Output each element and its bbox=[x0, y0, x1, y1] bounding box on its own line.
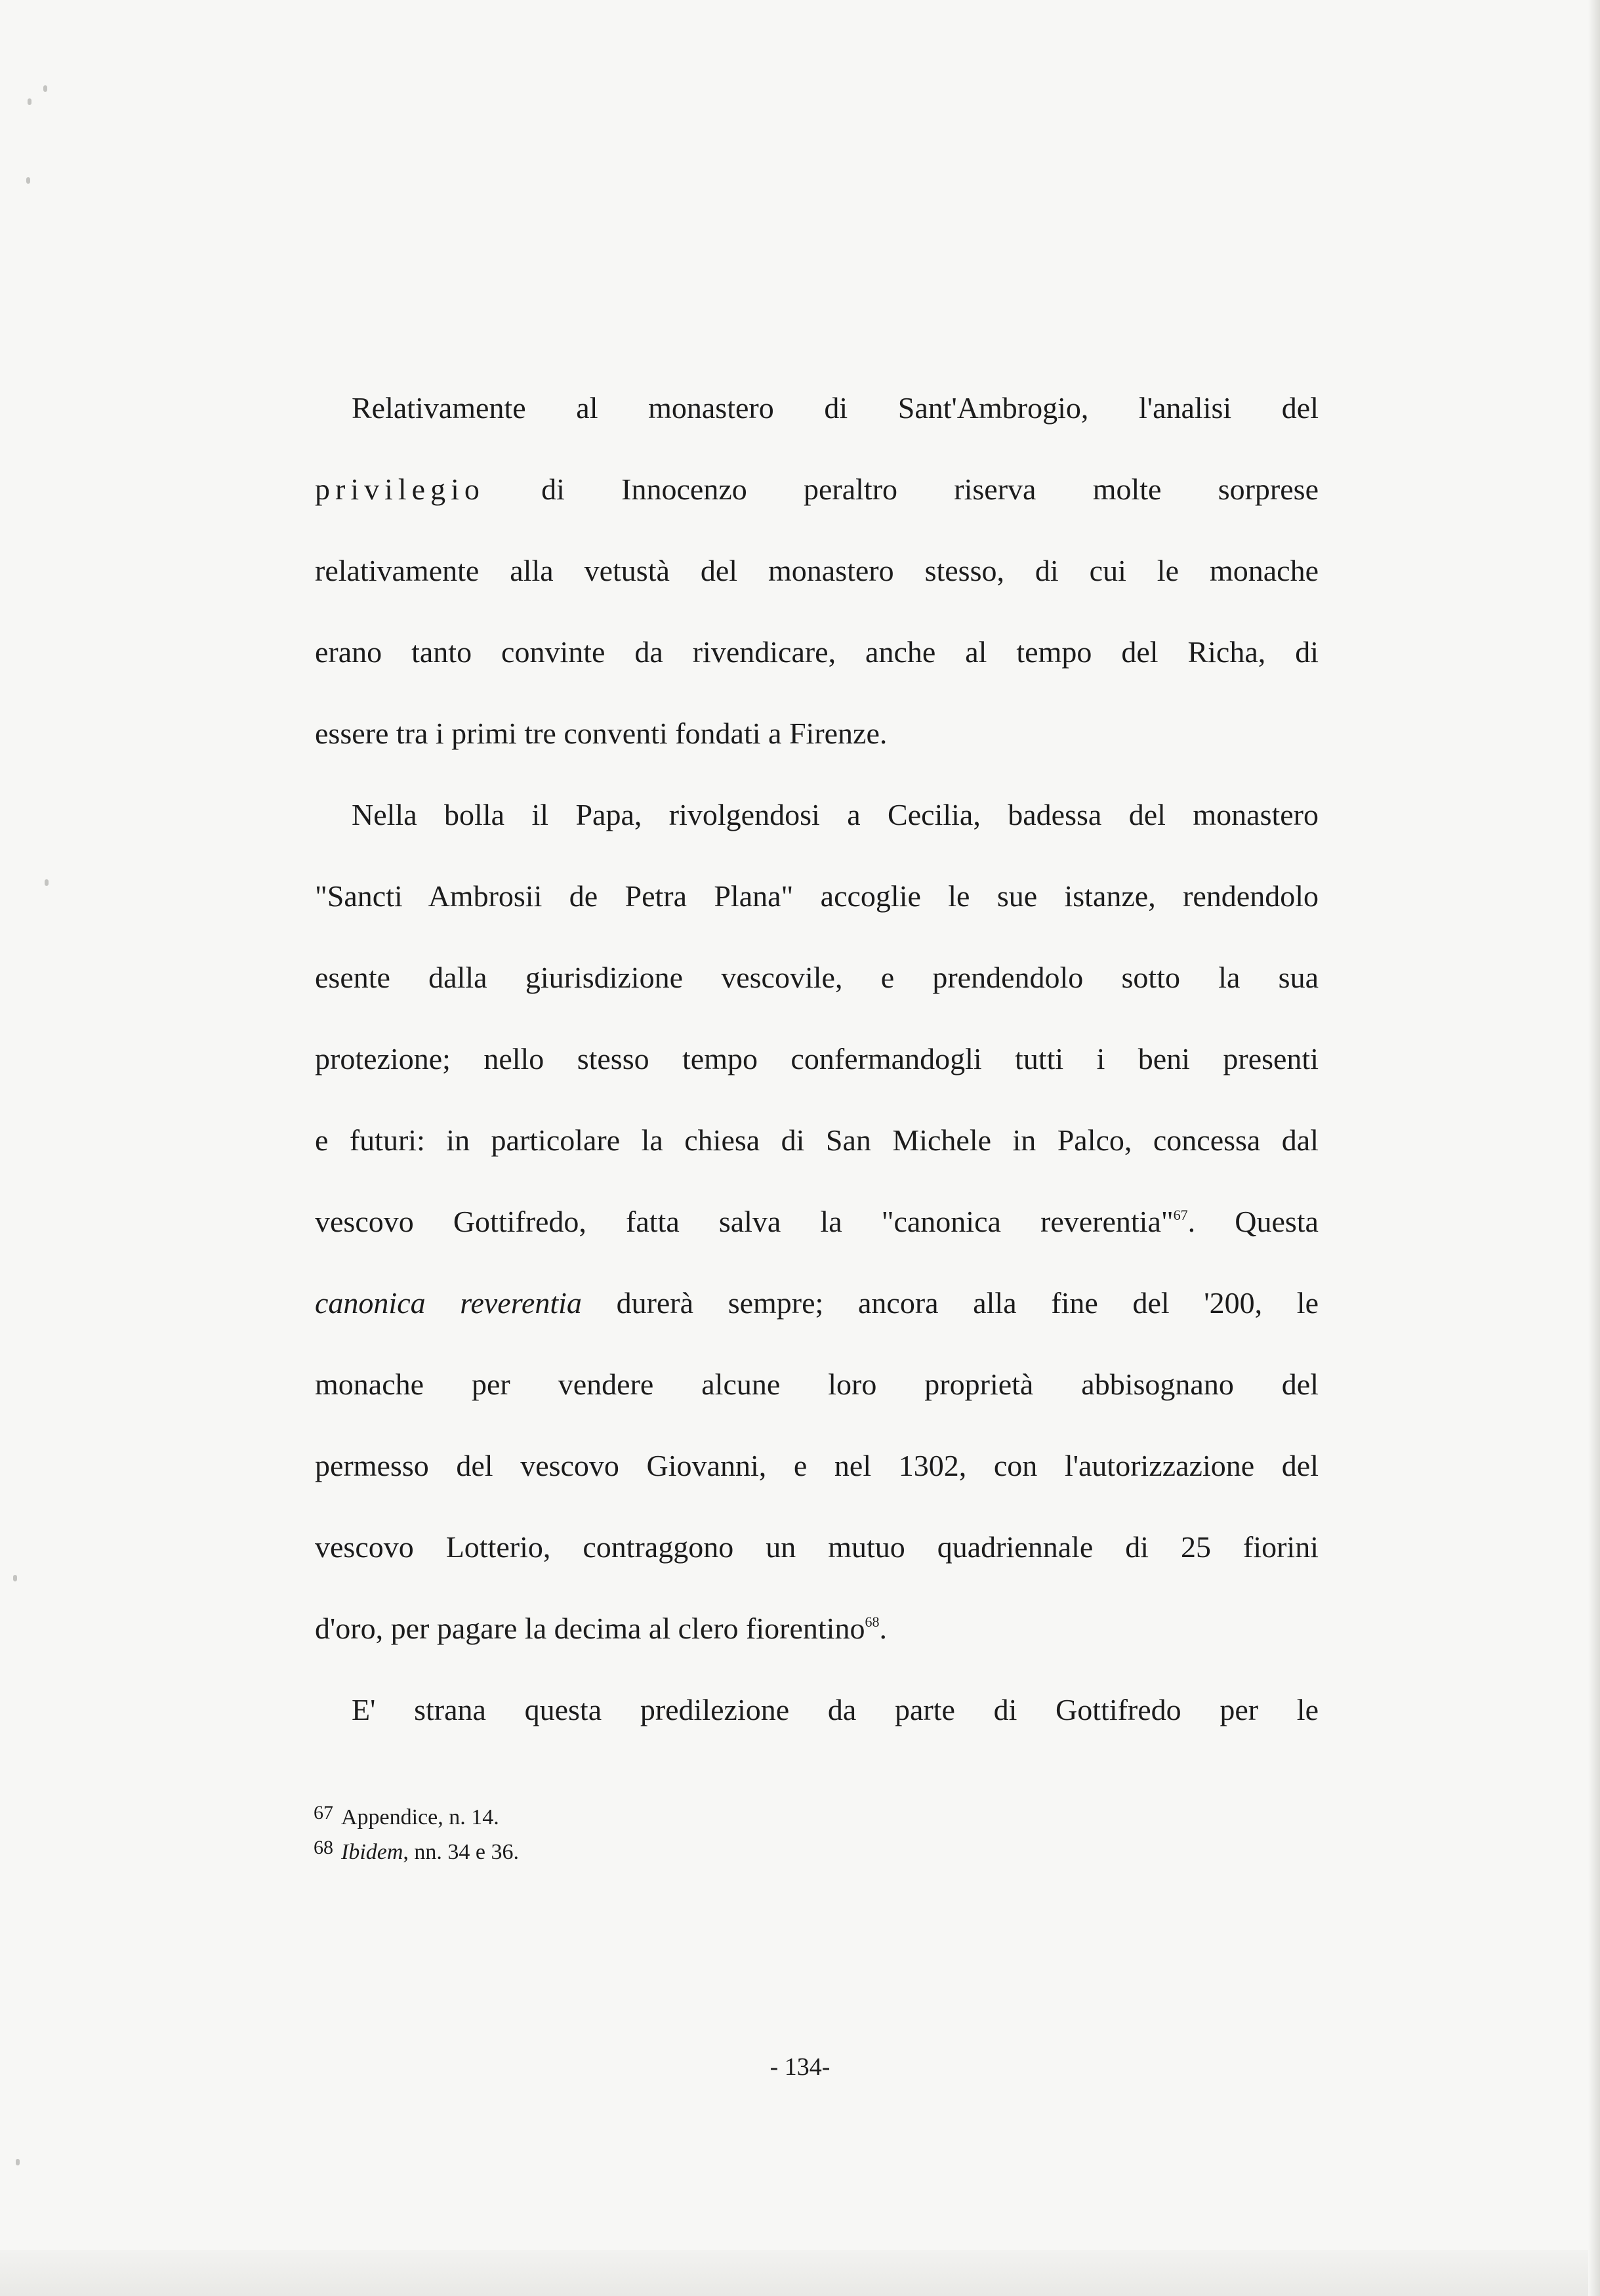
spaced-word: privilegio bbox=[315, 472, 485, 506]
scan-speck bbox=[26, 177, 30, 184]
text-span: d'oro, per pagare la decima al clero fiorentino bbox=[315, 1612, 865, 1645]
scan-speck bbox=[43, 85, 47, 92]
footnote-italic: Ibidem bbox=[341, 1840, 403, 1864]
text-line: "Sancti Ambrosii de Petra Plana" accoglie le sue istanze, rendendolo bbox=[315, 879, 1319, 913]
scan-bottom-edge bbox=[0, 2250, 1600, 2296]
text-line: vescovo Lotterio, contraggono un mutuo quadriennale di 25 fiorini bbox=[315, 1530, 1319, 1564]
paragraph bbox=[315, 367, 1319, 774]
scan-speck bbox=[45, 879, 49, 886]
text-span: . Questa bbox=[1187, 1205, 1319, 1238]
scan-speck bbox=[28, 98, 31, 105]
text-line: e futuri: in particolare la chiesa di San Michele in Palco, concessa dal bbox=[315, 1123, 1319, 1157]
text-line: E' strana questa predilezione da parte di Gottifredo per le bbox=[352, 1693, 1319, 1726]
text-line bbox=[315, 449, 1319, 530]
footnote bbox=[314, 1798, 519, 1833]
footnote-number: 67 bbox=[314, 1802, 333, 1824]
footnote-ref: 67 bbox=[1173, 1207, 1188, 1223]
body-text bbox=[315, 367, 1319, 1751]
footnote-number: 68 bbox=[314, 1837, 333, 1858]
text-span: di Innocenzo peraltro riserva molte sorprese bbox=[484, 472, 1319, 506]
italic-phrase: canonica reverentia bbox=[315, 1286, 582, 1320]
text-line: monache per vendere alcune loro proprietà abbisognano del bbox=[315, 1367, 1319, 1401]
text-line bbox=[315, 1181, 1319, 1263]
text-line bbox=[315, 1263, 1319, 1344]
footnotes bbox=[314, 1798, 519, 1868]
footnote-text: , nn. 34 e 36. bbox=[403, 1840, 520, 1864]
page-number: - 134- bbox=[769, 2053, 831, 2081]
scan-right-edge bbox=[1588, 0, 1600, 2296]
text-line: erano tanto convinte da rivendicare, anche al tempo del Richa, di bbox=[315, 635, 1319, 669]
text-line: relativamente alla vetustà del monastero stesso, di cui le monache bbox=[315, 554, 1319, 587]
text-line: permesso del vescovo Giovanni, e nel 1302, con l'autorizzazione del bbox=[315, 1449, 1319, 1482]
text-span: durerà sempre; ancora alla fine del '200, le bbox=[581, 1286, 1319, 1320]
text-line: essere tra i primi tre conventi fondati a Firenze. bbox=[315, 717, 888, 750]
footnote-ref: 68 bbox=[865, 1614, 880, 1630]
scan-speck bbox=[13, 1575, 17, 1581]
footnote bbox=[314, 1833, 519, 1868]
text-span: . bbox=[879, 1612, 887, 1645]
text-line bbox=[315, 1588, 1319, 1669]
footnote-text: Appendice, n. 14. bbox=[341, 1805, 499, 1829]
text-line: protezione; nello stesso tempo confermandogli tutti i beni presenti bbox=[315, 1042, 1319, 1075]
text-line: esente dalla giurisdizione vescovile, e prendendolo sotto la sua bbox=[315, 961, 1319, 994]
text-line: Nella bolla il Papa, rivolgendosi a Cecilia, badessa del monastero bbox=[352, 798, 1319, 831]
paragraph bbox=[315, 1669, 1319, 1751]
text-span: vescovo Gottifredo, fatta salva la "canonica reverentia" bbox=[315, 1205, 1174, 1238]
text-line: Relativamente al monastero di Sant'Ambrogio, l'analisi del bbox=[352, 391, 1319, 425]
scan-speck bbox=[16, 2159, 20, 2165]
paragraph bbox=[315, 774, 1319, 1669]
